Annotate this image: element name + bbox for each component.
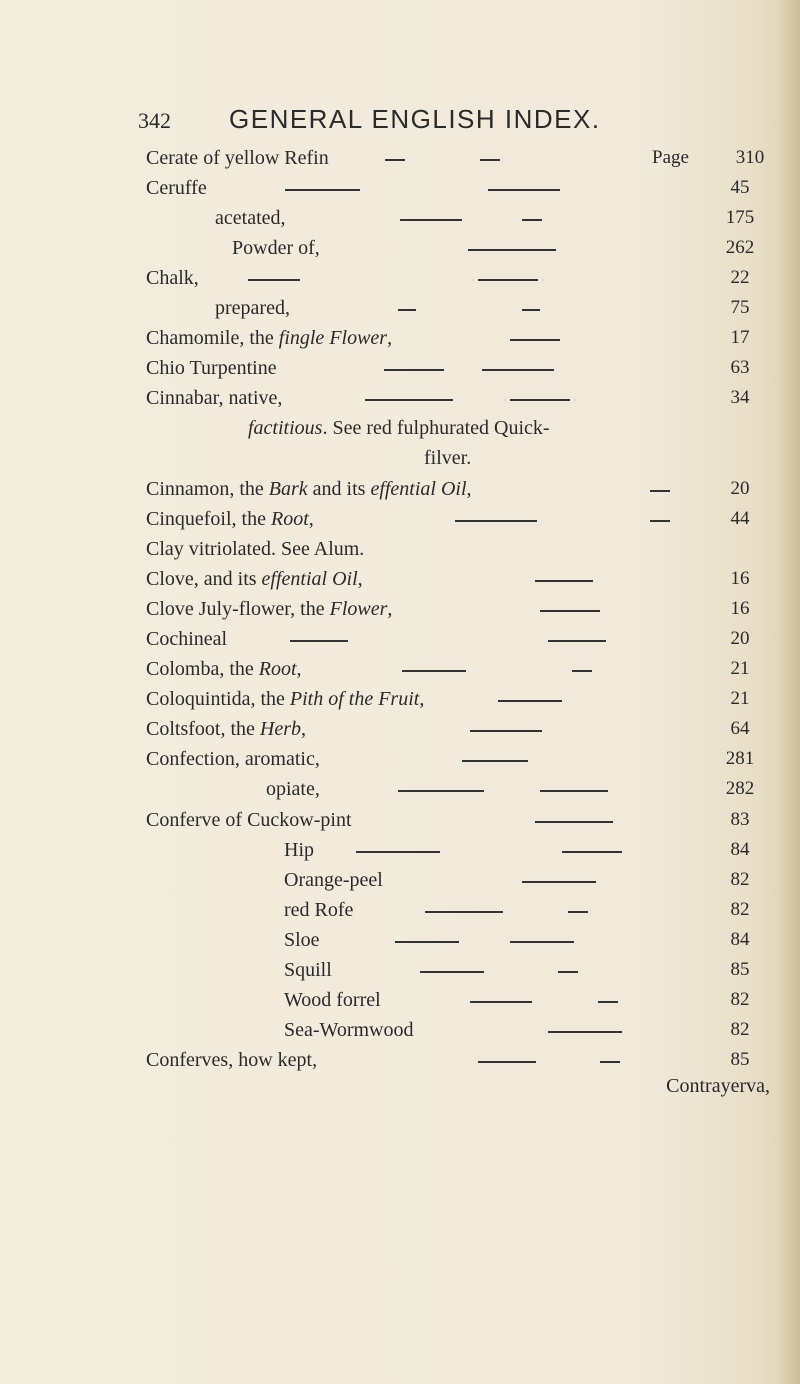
entry-page: 82 xyxy=(730,989,750,1010)
index-entry xyxy=(0,293,800,323)
entry-term: filver. xyxy=(424,447,472,469)
entry-term: Chamomile, the fingle Flower, xyxy=(146,327,393,349)
index-entry xyxy=(0,1015,800,1045)
index-entry xyxy=(0,744,800,774)
entry-page: 16 xyxy=(730,598,750,619)
page-number: 342 xyxy=(138,108,171,133)
entry-page: 63 xyxy=(730,357,750,378)
entry-page: 82 xyxy=(730,869,750,890)
entry-page: 34 xyxy=(730,387,750,408)
index-entry xyxy=(0,323,800,353)
index-entry xyxy=(0,534,800,564)
index-entry xyxy=(0,383,800,413)
entry-term: Cochineal xyxy=(146,628,228,650)
entry-term: Clay vitriolated. See Alum. xyxy=(146,538,365,560)
entry-page: 175 xyxy=(725,207,755,228)
entry-term: acetated, xyxy=(215,207,286,229)
entry-page: 84 xyxy=(730,839,750,860)
entry-term: Hip xyxy=(284,839,314,861)
index-entry xyxy=(0,173,800,203)
entry-term: Chio Turpentine xyxy=(146,357,277,379)
entry-term: Wood forrel xyxy=(284,989,381,1011)
running-header xyxy=(138,104,601,135)
entry-term: Cinnamon, the Bark and its effential Oil, xyxy=(146,478,472,500)
entry-term: Cinquefoil, the Root, xyxy=(146,508,314,530)
entry-page: 17 xyxy=(730,327,750,348)
index-entry xyxy=(0,714,800,744)
page-prefix: Page xyxy=(652,147,689,168)
entry-term: opiate, xyxy=(266,778,320,800)
entry-page: 21 xyxy=(730,658,750,679)
entry-page: 20 xyxy=(730,628,750,649)
entry-page: 21 xyxy=(730,688,750,709)
catchword: Contrayerva, xyxy=(666,1075,770,1097)
page-title: GENERAL ENGLISH INDEX. xyxy=(229,104,601,134)
index-entry xyxy=(0,895,800,925)
index-entry xyxy=(0,233,800,263)
entry-page: 20 xyxy=(730,478,750,499)
index-entry xyxy=(0,925,800,955)
index-entry xyxy=(0,413,800,443)
index-entry xyxy=(0,474,800,504)
entry-term: Clove, and its effential Oil, xyxy=(146,568,363,590)
entry-term: Clove July-flower, the Flower, xyxy=(146,598,393,620)
index-entry xyxy=(0,594,800,624)
entry-page: 64 xyxy=(730,718,750,739)
index-entry xyxy=(0,203,800,233)
entry-page: 281 xyxy=(725,748,755,769)
index-entry xyxy=(0,985,800,1015)
entry-term: red Rofe xyxy=(284,899,354,921)
entry-term: Sloe xyxy=(284,929,320,951)
index-entry xyxy=(0,1045,800,1075)
entry-term: factitious. See red fulphurated Quick- xyxy=(248,417,550,439)
entry-term: Coloquintida, the Pith of the Fruit, xyxy=(146,688,425,710)
entry-term: Coltsfoot, the Herb, xyxy=(146,718,306,740)
entry-term: Squill xyxy=(284,959,332,981)
index-entry xyxy=(0,654,800,684)
entry-page: 75 xyxy=(730,297,750,318)
entry-page: 82 xyxy=(730,899,750,920)
index-entry xyxy=(0,504,800,534)
entry-term: prepared, xyxy=(215,297,290,319)
index-entry xyxy=(0,624,800,654)
entry-page: 82 xyxy=(730,1019,750,1040)
index-entry xyxy=(0,684,800,714)
entry-page: 84 xyxy=(730,929,750,950)
entry-term: Ceruffe xyxy=(146,177,207,199)
entry-page: 44 xyxy=(730,508,750,529)
entry-term: Cinnabar, native, xyxy=(146,387,283,409)
index-entry xyxy=(0,835,800,865)
index-entry xyxy=(0,955,800,985)
index-entry xyxy=(0,143,800,173)
entry-page: 282 xyxy=(725,778,755,799)
entry-page: 16 xyxy=(730,568,750,589)
index-entry xyxy=(0,774,800,804)
index-entry xyxy=(0,353,800,383)
entry-page: 22 xyxy=(730,267,750,288)
entry-term: Colomba, the Root, xyxy=(146,658,302,680)
entry-term: Sea-Wormwood xyxy=(284,1019,414,1041)
entry-page: 45 xyxy=(730,177,750,198)
index-entry xyxy=(0,263,800,293)
entry-term: Orange-peel xyxy=(284,869,383,891)
index-entry xyxy=(0,805,800,835)
entry-page: 85 xyxy=(730,1049,750,1070)
entry-term: Conferves, how kept, xyxy=(146,1049,318,1071)
entry-page: 85 xyxy=(730,959,750,980)
entry-term: Conferve of Cuckow-pint xyxy=(146,809,352,831)
entry-term: Confection, aromatic, xyxy=(146,748,320,770)
entry-term: Cerate of yellow Refin xyxy=(146,147,329,169)
entry-page: 262 xyxy=(725,237,755,258)
index-entry xyxy=(0,865,800,895)
index-entry xyxy=(0,564,800,594)
index-entry xyxy=(0,443,800,473)
entry-page: 83 xyxy=(730,809,750,830)
entry-term: Chalk, xyxy=(146,267,199,289)
entry-term: Powder of, xyxy=(232,237,320,259)
entry-page: 310 xyxy=(735,147,765,168)
